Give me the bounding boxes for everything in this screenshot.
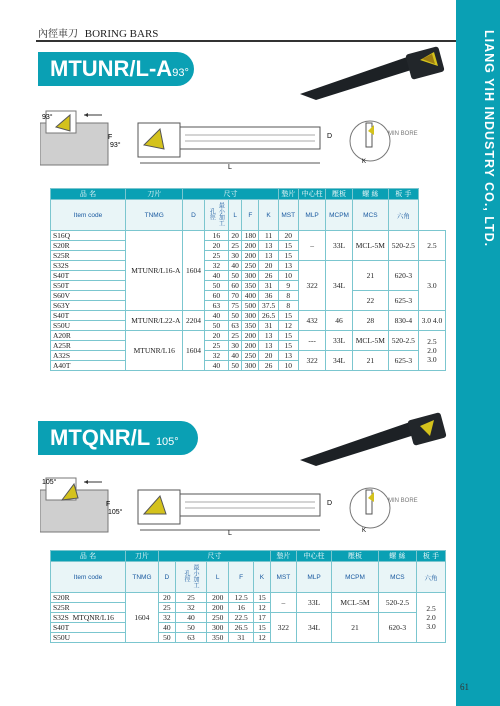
mcs-cell: 620-3 [388, 261, 418, 291]
dim-d-cell: 20 [158, 593, 175, 603]
head-l: L [229, 200, 242, 231]
hex-a: 3.0 [421, 316, 431, 325]
hex-b: 3.0 [427, 355, 437, 364]
section1-angle: 93° [172, 67, 189, 79]
item-code-cell: S63Y [51, 301, 126, 311]
f-label: F [108, 134, 113, 141]
code-text: S40T [53, 623, 70, 632]
table-row [51, 331, 446, 341]
dim-l-cell: 200 [242, 331, 259, 341]
col-group-dims: 尺寸 [183, 189, 278, 200]
dim-f-cell: 31 [259, 321, 278, 331]
dim-l-cell: 180 [242, 231, 259, 241]
head-k-2: K [253, 562, 270, 593]
dim-l-cell: 250 [242, 351, 259, 361]
head-min-bore-2: 最小加工孔徑 [175, 562, 206, 593]
table-row [51, 261, 446, 271]
dim-d-cell: 60 [204, 291, 228, 301]
dim-l-cell: 250 [242, 261, 259, 271]
head-d-2: D [158, 562, 175, 593]
f-label-2: F [106, 501, 111, 508]
dim-l-cell: 250 [207, 613, 229, 623]
mcs-cell: 520-2.5 [388, 331, 418, 351]
mst-cell: 432 [298, 311, 326, 331]
dim-d-cell: 20 [204, 331, 228, 341]
boring-bar-photo-1 [300, 44, 450, 100]
dim-f-cell: 13 [259, 241, 278, 251]
angle-side-label: 93° [110, 142, 121, 149]
dim-f-cell: 20 [259, 261, 278, 271]
dim-f-cell: 26.5 [229, 623, 254, 633]
head-mst-2: MST [270, 562, 296, 593]
angle-top-label-2: 105° [42, 479, 57, 486]
dim-l-cell: 200 [207, 593, 229, 603]
dim-l-cell: 300 [242, 271, 259, 281]
dim-dmin-cell: 30 [229, 341, 242, 351]
dim-f-cell: 22.5 [229, 613, 254, 623]
dim-f-cell: 13 [259, 331, 278, 341]
item-code-cell: A40T [51, 361, 126, 371]
item-code-cell: A20R [51, 331, 126, 341]
dim-d-cell: 63 [204, 301, 228, 311]
dim-l-cell: 200 [242, 241, 259, 251]
dim-d-cell: 25 [158, 603, 175, 613]
hex-mid: 2.0 [426, 613, 436, 622]
dim-d-cell: 25 [204, 341, 228, 351]
group-name-cell: MTUNR/L16 [126, 331, 183, 371]
col-group-name: 品 名 [51, 189, 126, 200]
mcs-cell: 830-4 [388, 311, 418, 331]
item-code-cell: S60V [51, 291, 126, 301]
insert-cell: 1604 [126, 593, 159, 643]
dim-d-cell: 40 [158, 623, 175, 633]
dim-dmin-cell: 40 [229, 351, 242, 361]
col-group-wrench: 板 手 [388, 189, 418, 200]
k-label: K [362, 159, 367, 165]
mcpm-cell: 22 [352, 291, 388, 311]
code-text: S50U [53, 633, 71, 642]
header-rule [36, 40, 456, 42]
dim-d-cell: 40 [204, 311, 228, 321]
head-mcpm-2: MCPM [332, 562, 379, 593]
dim-l-cell: 500 [242, 301, 259, 311]
dim-dmin-cell: 60 [229, 281, 242, 291]
item-code-cell: S40T [51, 311, 126, 321]
head-mlp-2: MLP [296, 562, 331, 593]
mcpm-cell: MCL-5M [352, 231, 388, 261]
dim-f-cell: 11 [259, 231, 278, 241]
table-row [51, 291, 446, 301]
dim-d-cell: 20 [204, 241, 228, 251]
dim-k-cell: 8 [278, 301, 298, 311]
item-code-cell: A32S [51, 351, 126, 361]
col-group-name-2: 品 名 [51, 551, 126, 562]
dim-l-cell: 350 [242, 281, 259, 291]
dim-f-cell: 20 [259, 351, 278, 361]
head-mcs: MCS [352, 200, 388, 231]
group-name-cell: MTUNR/L22-A [126, 311, 183, 331]
dim-d-cell: 32 [158, 613, 175, 623]
table-row [51, 231, 446, 241]
dim-f-cell: 36 [259, 291, 278, 301]
hex-mid: 2.0 [427, 346, 437, 355]
col-group-shim-2: 墊片 [270, 551, 296, 562]
group-name-cell: MTUNR/L16-A [126, 231, 183, 311]
spec-table-1 [50, 188, 446, 371]
min-bore-label: MIN BORE [388, 131, 418, 137]
dim-k-cell: 20 [278, 231, 298, 241]
mlp-cell: 34L [326, 261, 352, 311]
mst-cell: – [270, 593, 296, 613]
dim-f-cell: 26 [259, 271, 278, 281]
section2-title: MTQNR/L 105° [50, 425, 179, 450]
hex-a: 2.5 [426, 604, 436, 613]
dim-f-cell: 12.5 [229, 593, 254, 603]
dim-f-cell: 37.5 [259, 301, 278, 311]
mlp-cell: 33L [296, 593, 331, 613]
dim-k-cell: 17 [253, 613, 270, 623]
dim-d-cell: 40 [204, 361, 228, 371]
d-label: D [327, 133, 333, 140]
boring-bar-photo-2 [300, 410, 450, 466]
dim-l-cell: 200 [207, 603, 229, 613]
hex-cell: 2.5 [418, 231, 445, 261]
group-name: MTQNR/L16 [72, 613, 114, 622]
mcpm-cell: MCL-5M [352, 331, 388, 351]
item-code-cell: S50U [51, 321, 126, 331]
page-number: 61 [460, 682, 469, 692]
mst-cell: 322 [298, 261, 326, 311]
header-cjk: 內徑車刀 [38, 29, 78, 40]
mlp-cell: 34L [326, 351, 352, 371]
dim-k-cell: 15 [278, 331, 298, 341]
hex-b: 3.0 [426, 622, 436, 631]
mlp-cell: 33L [326, 231, 352, 261]
dim-d-cell: 25 [204, 251, 228, 261]
dim-k-cell: 10 [278, 271, 298, 281]
dim-f-cell: 26.5 [259, 311, 278, 321]
dim-k-cell: 12 [253, 633, 270, 643]
dim-k-cell: 13 [278, 351, 298, 361]
angle-top-label: 93° [42, 114, 53, 121]
col-group-pin: 中心柱 [298, 189, 326, 200]
section1-banner [38, 52, 194, 86]
item-code-cell: S16Q [51, 231, 126, 241]
spec-table-2 [50, 550, 446, 643]
mcpm-cell: 21 [352, 351, 388, 371]
insert-cell: 1604 [183, 231, 204, 311]
head-tnmg: TNMG [126, 200, 183, 231]
dim-dmin-cell: 20 [229, 231, 242, 241]
head-mcs-2: MCS [378, 562, 416, 593]
mcs-cell: 520-2.5 [388, 231, 418, 261]
head-item-code-2: Item code [51, 562, 126, 593]
head-mlp: MLP [298, 200, 326, 231]
dim-k-cell: 15 [278, 341, 298, 351]
angle-side-label-2: 105° [108, 509, 123, 516]
section1-title: MTUNR/L-A93° [50, 56, 189, 81]
hex-cell: 3.0 [418, 261, 445, 311]
head-k: K [259, 200, 278, 231]
head-hex: 六角 [388, 200, 418, 231]
insert-cell: 2204 [183, 311, 204, 331]
item-code-cell [51, 593, 126, 603]
dim-k-cell: 15 [278, 251, 298, 261]
dim-k-cell: 15 [253, 593, 270, 603]
dim-k-cell: 15 [278, 241, 298, 251]
dim-dmin-cell: 70 [229, 291, 242, 301]
dim-dmin-cell: 25 [229, 331, 242, 341]
dim-k-cell: 10 [278, 361, 298, 371]
section2-angle: 105° [155, 436, 179, 448]
mcs-cell: 620-3 [378, 613, 416, 643]
min-bore-label-2: MIN BORE [388, 498, 418, 504]
item-code-cell: S50T [51, 281, 126, 291]
mcs-cell: 520-2.5 [378, 593, 416, 613]
col-group-wrench-2: 板 手 [417, 551, 446, 562]
dim-k-cell: 12 [253, 603, 270, 613]
dim-d-cell: 50 [204, 281, 228, 291]
dim-l-cell: 350 [207, 633, 229, 643]
dim-d-cell: 32 [204, 261, 228, 271]
dim-l-cell: 300 [242, 361, 259, 371]
hex-cell [418, 311, 445, 331]
dim-l-cell: 400 [242, 291, 259, 301]
item-code-cell: A25R [51, 341, 126, 351]
item-code-cell: S32S [51, 261, 126, 271]
page-header [38, 25, 158, 40]
d-label-2: D [327, 500, 333, 507]
mcs-cell: 625-3 [388, 351, 418, 371]
code-text: S32S [53, 613, 69, 622]
code-text: S25R [53, 603, 70, 612]
insert-cell: 1604 [183, 331, 204, 371]
hex-cell [418, 331, 445, 371]
dim-l-cell: 200 [242, 341, 259, 351]
mcpm-cell: 21 [352, 261, 388, 291]
head-d: D [183, 200, 204, 231]
dim-dmin-cell: 25 [175, 593, 206, 603]
mcpm-cell: MCL-5M [332, 593, 379, 613]
hex-b: 4.0 [432, 316, 443, 325]
dim-dmin-cell: 63 [229, 321, 242, 331]
dim-dmin-cell: 30 [229, 251, 242, 261]
mst-cell: 322 [298, 351, 326, 371]
table-row [51, 613, 446, 623]
col-group-shim: 墊片 [278, 189, 298, 200]
hex-a: 2.5 [427, 337, 437, 346]
head-hex-2: 六角 [417, 562, 446, 593]
mst-cell: --- [298, 331, 326, 351]
mst-cell: – [298, 231, 326, 261]
dim-dmin-cell: 32 [175, 603, 206, 613]
item-code-cell [51, 613, 126, 623]
mcpm-cell: 21 [332, 613, 379, 643]
col-group-insert: 刀片 [126, 189, 183, 200]
dim-l-cell: 300 [242, 311, 259, 321]
dim-dmin-cell: 25 [229, 241, 242, 251]
l-label: L [228, 164, 232, 170]
table-row [51, 593, 446, 603]
dim-f-cell: 31 [259, 281, 278, 291]
dim-f-cell: 31 [229, 633, 254, 643]
company-name: LIANG YIH INDUSTRY CO., LTD. [482, 30, 496, 248]
dim-l-cell: 200 [242, 251, 259, 261]
mlp-cell: 46 [326, 311, 352, 331]
code-text: S20R [53, 593, 70, 602]
item-code-cell: S40T [51, 271, 126, 281]
col-group-dims-2: 尺寸 [158, 551, 270, 562]
header-title: BORING BARS [84, 28, 159, 40]
head-l-2: L [207, 562, 229, 593]
dim-d-cell: 32 [204, 351, 228, 361]
head-tnmg-2: TNMG [126, 562, 159, 593]
col-group-clamp: 壓板 [326, 189, 352, 200]
col-group-screw: 螺 絲 [352, 189, 388, 200]
technical-drawing-2 [40, 474, 460, 536]
dim-dmin-cell: 50 [229, 361, 242, 371]
head-min-bore: 最小加工孔徑 [204, 200, 228, 231]
k-label-2: K [362, 528, 367, 534]
dim-f-cell: 13 [259, 341, 278, 351]
col-group-insert-2: 刀片 [126, 551, 159, 562]
dim-d-cell: 50 [158, 633, 175, 643]
mcpm-cell: 28 [352, 311, 388, 331]
dim-dmin-cell: 50 [175, 623, 206, 633]
dim-k-cell: 13 [278, 261, 298, 271]
dim-d-cell: 50 [204, 321, 228, 331]
dim-f-cell: 16 [229, 603, 254, 613]
table-row [51, 311, 446, 321]
dim-k-cell: 15 [253, 623, 270, 633]
dim-f-cell: 26 [259, 361, 278, 371]
dim-l-cell: 350 [242, 321, 259, 331]
dim-d-cell: 40 [204, 271, 228, 281]
dim-l-cell: 300 [207, 623, 229, 633]
dim-dmin-cell: 40 [175, 613, 206, 623]
technical-drawing-1 [40, 105, 460, 170]
col-group-pin-2: 中心柱 [296, 551, 331, 562]
dim-k-cell: 8 [278, 291, 298, 301]
col-group-clamp-2: 壓板 [332, 551, 379, 562]
col-group-screw-2: 螺 絲 [378, 551, 416, 562]
dim-k-cell: 9 [278, 281, 298, 291]
item-code-cell: S20R [51, 241, 126, 251]
dim-dmin-cell: 75 [229, 301, 242, 311]
dim-k-cell: 12 [278, 321, 298, 331]
mst-cell: 322 [270, 613, 296, 643]
dim-k-cell: 15 [278, 311, 298, 321]
mcs-cell: 625-3 [388, 291, 418, 311]
head-f-2: F [229, 562, 254, 593]
hex-cell [417, 593, 446, 643]
mlp-cell: 33L [326, 331, 352, 351]
l-label-2: L [228, 530, 232, 536]
item-code-cell [51, 603, 126, 613]
dim-dmin-cell: 50 [229, 311, 242, 321]
head-f: F [242, 200, 259, 231]
head-item-code: Item code [51, 200, 126, 231]
item-code-cell: S25R [51, 251, 126, 261]
dim-dmin-cell: 40 [229, 261, 242, 271]
dim-f-cell: 13 [259, 251, 278, 261]
item-code-cell [51, 623, 126, 633]
section2-banner [38, 421, 198, 455]
head-mst: MST [278, 200, 298, 231]
table-row [51, 351, 446, 361]
dim-dmin-cell: 63 [175, 633, 206, 643]
item-code-cell [51, 633, 126, 643]
head-mcpm: MCPM [326, 200, 352, 231]
dim-d-cell: 16 [204, 231, 228, 241]
mlp-cell: 34L [296, 613, 331, 643]
dim-dmin-cell: 50 [229, 271, 242, 281]
